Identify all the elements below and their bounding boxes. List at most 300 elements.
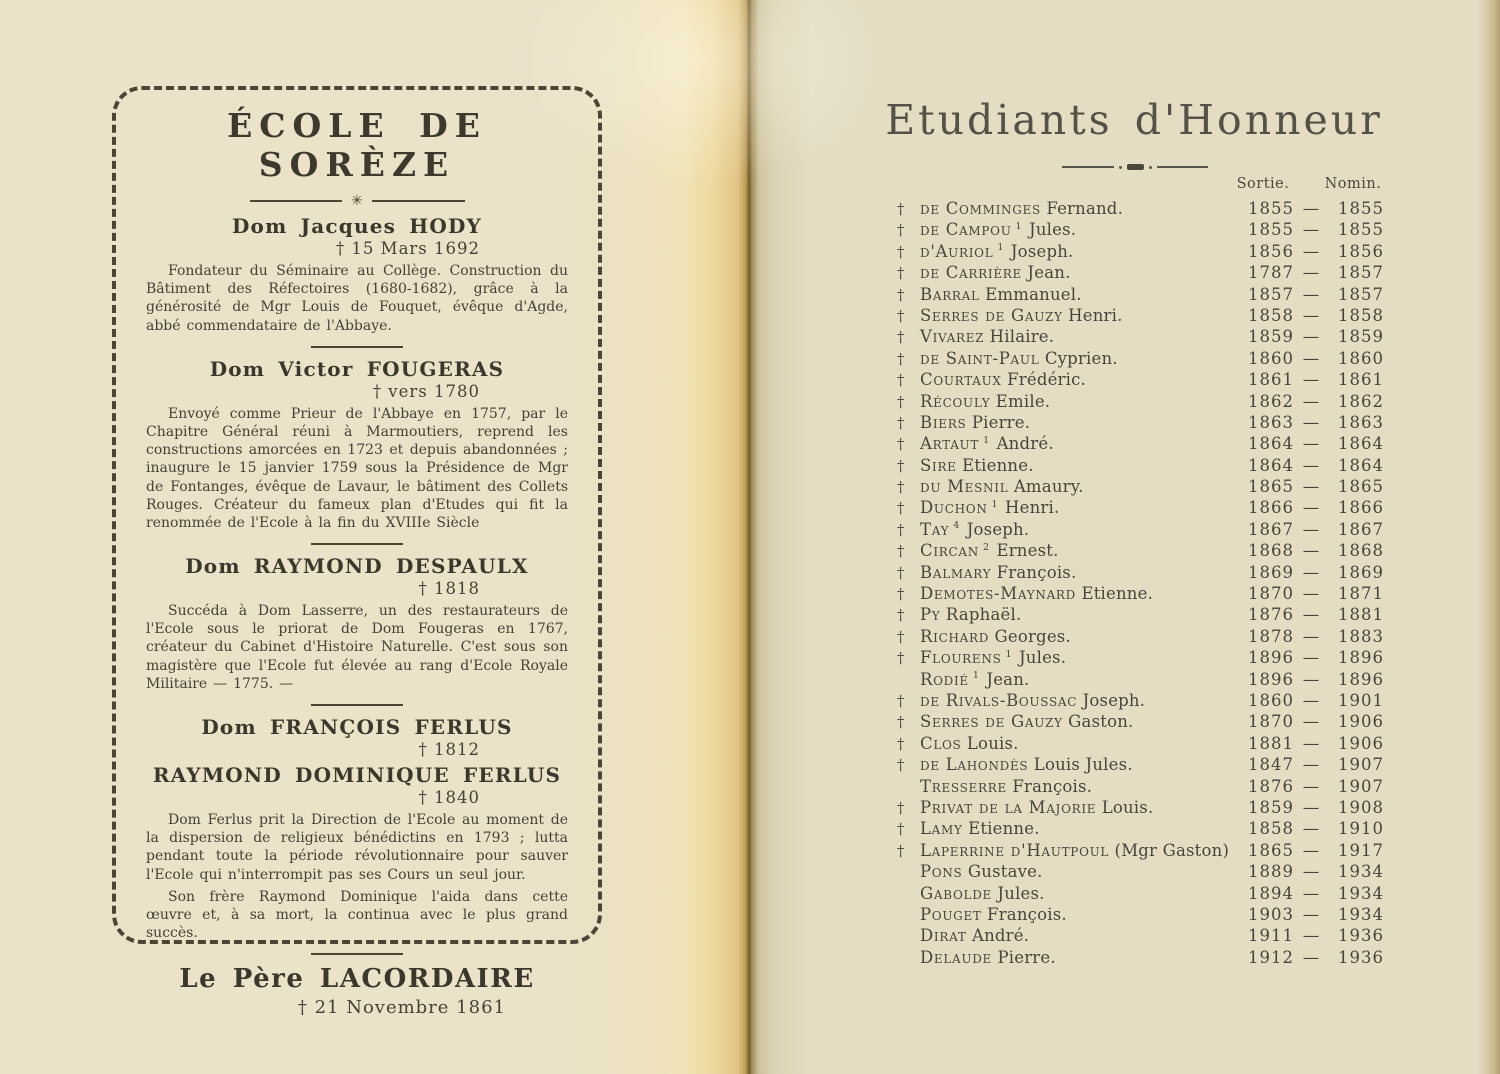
year-dash: — bbox=[1302, 733, 1320, 753]
list-item bbox=[897, 285, 1384, 306]
nomin-column-header: Nomin. bbox=[1324, 176, 1382, 192]
year-dash: — bbox=[1302, 199, 1320, 218]
list-item bbox=[897, 242, 1384, 263]
section-paragraph: Envoyé comme Prieur de l'Abbaye en 1757, par le Chapitre Général réuni à Marmoutiers, reprend les constructions amorcées en 1723 et depuis abandonnées ; inaugure le 15 janvier 1759 sous la Présidence de Mgr de Fontanges, évêque de Lavaur, le bâtiment des Collets Rouges. Créateur du fameux plan d'Etudes qui fit la renommée de l'Ecole à la fin du XVIIIe Siècle bbox=[146, 405, 568, 531]
death-date: † 1840 bbox=[418, 788, 480, 807]
sortie-year: 1889 bbox=[1248, 862, 1294, 882]
student-name bbox=[920, 263, 1238, 282]
list-item bbox=[897, 734, 1384, 755]
student-name bbox=[920, 327, 1238, 346]
given-name: Emile. bbox=[990, 391, 1051, 411]
sortie-year: 1911 bbox=[1248, 926, 1294, 946]
year-dash: — bbox=[1302, 947, 1320, 967]
given-name: Jules. bbox=[1013, 648, 1067, 668]
student-name bbox=[920, 370, 1238, 389]
given-name: Georges. bbox=[989, 626, 1071, 646]
sortie-year: 1859 bbox=[1248, 797, 1294, 817]
dagger-icon: † bbox=[897, 736, 905, 753]
given-name: André. bbox=[991, 434, 1054, 454]
list-item bbox=[897, 798, 1384, 819]
student-name bbox=[920, 755, 1238, 774]
given-name: Joseph. bbox=[1077, 690, 1146, 710]
surname: Laperrine d'Hautpoul bbox=[920, 840, 1110, 860]
nomin-year: 1910 bbox=[1338, 819, 1384, 839]
given-name: Joseph. bbox=[961, 519, 1030, 539]
surname: Lamy bbox=[920, 819, 963, 839]
nomin-year: 1859 bbox=[1338, 327, 1384, 347]
sortie-year: 1855 bbox=[1248, 220, 1294, 240]
surname: Dirat bbox=[920, 926, 967, 946]
left-sections bbox=[146, 214, 568, 1018]
list-item bbox=[897, 541, 1384, 562]
section-divider bbox=[311, 953, 403, 955]
given-name: Gustave. bbox=[962, 862, 1043, 882]
given-name: Etienne. bbox=[1076, 584, 1154, 604]
section-heading: Dom FRANÇOIS FERLUS bbox=[201, 715, 513, 739]
given-name: Pierre. bbox=[992, 947, 1056, 967]
surname: de Campou bbox=[920, 220, 1012, 240]
year-dash: — bbox=[1302, 648, 1320, 668]
sortie-year: 1856 bbox=[1248, 241, 1294, 261]
footnote-marker: 1 bbox=[997, 242, 1004, 254]
surname: Demotes-Maynard bbox=[920, 584, 1076, 604]
list-item bbox=[897, 670, 1384, 691]
given-name: Amaury. bbox=[1008, 477, 1084, 497]
student-name bbox=[920, 498, 1238, 517]
given-name: Louis. bbox=[1096, 797, 1154, 817]
given-name: Etienne. bbox=[956, 455, 1034, 475]
nomin-year: 1936 bbox=[1338, 947, 1384, 967]
list-item bbox=[897, 520, 1384, 541]
footnote-marker: 1 bbox=[1015, 220, 1022, 232]
sortie-year: 1862 bbox=[1248, 391, 1294, 411]
nomin-year: 1861 bbox=[1338, 370, 1384, 390]
sortie-year: 1878 bbox=[1248, 626, 1294, 646]
given-name: Jean. bbox=[980, 669, 1030, 689]
sortie-year: 1867 bbox=[1248, 519, 1294, 539]
nomin-year: 1883 bbox=[1338, 626, 1384, 646]
dagger-icon: † bbox=[897, 308, 905, 325]
student-name bbox=[920, 948, 1238, 967]
dagger-icon: † bbox=[897, 608, 905, 625]
dagger-icon: † bbox=[897, 244, 905, 261]
student-name bbox=[920, 862, 1238, 881]
header-gap bbox=[1294, 176, 1322, 192]
death-date: † 1818 bbox=[418, 579, 480, 599]
honor-list bbox=[897, 199, 1384, 969]
given-name: Louis. bbox=[961, 733, 1019, 753]
list-item bbox=[897, 456, 1384, 477]
given-name: Raphaël. bbox=[940, 605, 1022, 625]
student-name bbox=[920, 541, 1238, 560]
list-item bbox=[897, 627, 1384, 648]
student-name bbox=[920, 477, 1238, 496]
list-item bbox=[897, 648, 1384, 669]
sortie-year: 1864 bbox=[1248, 455, 1294, 475]
dagger-icon: † bbox=[897, 522, 905, 539]
nomin-year: 1856 bbox=[1338, 241, 1384, 261]
divider-dot bbox=[1149, 166, 1152, 169]
nomin-year: 1860 bbox=[1338, 348, 1384, 368]
sortie-column-header: Sortie. bbox=[1236, 176, 1290, 192]
given-name: Fernand. bbox=[1040, 199, 1124, 218]
student-name bbox=[920, 199, 1238, 218]
nomin-year: 1901 bbox=[1338, 690, 1384, 710]
dagger-icon: † bbox=[897, 394, 905, 411]
sortie-year: 1870 bbox=[1248, 712, 1294, 732]
year-dash: — bbox=[1302, 904, 1320, 924]
sortie-year: 1855 bbox=[1248, 199, 1294, 218]
sortie-year: 1896 bbox=[1248, 648, 1294, 668]
student-name bbox=[920, 734, 1238, 753]
surname: Sire bbox=[920, 455, 957, 475]
list-item bbox=[897, 819, 1384, 840]
given-name: François. bbox=[1006, 776, 1093, 796]
sortie-year: 1865 bbox=[1248, 477, 1294, 497]
surname: Récouly bbox=[920, 391, 991, 411]
dagger-icon: † bbox=[897, 651, 905, 668]
list-item bbox=[897, 841, 1384, 862]
list-item bbox=[897, 862, 1384, 883]
year-dash: — bbox=[1302, 391, 1320, 411]
surname: Balmary bbox=[920, 562, 992, 582]
surname: Vivarez bbox=[920, 327, 985, 347]
given-name: Hilaire. bbox=[984, 327, 1055, 347]
list-item bbox=[897, 755, 1384, 776]
sortie-year: 1861 bbox=[1248, 370, 1294, 390]
memorial-section bbox=[146, 554, 568, 693]
surname: Pons bbox=[920, 862, 963, 882]
nomin-year: 1866 bbox=[1338, 498, 1384, 518]
given-name: Joseph. bbox=[1005, 241, 1074, 261]
sortie-year: 1860 bbox=[1248, 348, 1294, 368]
star-ornament-icon: ✳ bbox=[351, 193, 363, 209]
divider-dot bbox=[1119, 166, 1122, 169]
sortie-year: 1860 bbox=[1248, 690, 1294, 710]
sortie-year: 1894 bbox=[1248, 883, 1294, 903]
section-divider bbox=[311, 543, 403, 545]
section-paragraph: Son frère Raymond Dominique l'aida dans cette œuvre et, à sa mort, la continua avec le plus grand succès. bbox=[146, 888, 568, 942]
list-item bbox=[897, 605, 1384, 626]
dagger-icon: † bbox=[897, 202, 905, 218]
nomin-year: 1855 bbox=[1338, 199, 1384, 218]
student-name bbox=[920, 905, 1238, 924]
list-item bbox=[897, 691, 1384, 712]
surname: de Comminges bbox=[920, 199, 1041, 218]
student-name bbox=[920, 220, 1238, 239]
surname: Privat de la Majorie bbox=[920, 797, 1097, 817]
sortie-year: 1859 bbox=[1248, 327, 1294, 347]
surname: de Saint-Paul bbox=[920, 348, 1040, 368]
nomin-year: 1896 bbox=[1338, 669, 1384, 689]
student-name bbox=[920, 242, 1238, 261]
section-heading: Dom RAYMOND DESPAULX bbox=[185, 554, 529, 579]
student-name bbox=[920, 841, 1238, 860]
title-divider bbox=[1062, 164, 1208, 170]
given-name: André. bbox=[966, 926, 1030, 946]
death-date: † 15 Mars 1692 bbox=[335, 239, 480, 258]
given-name: Ernest. bbox=[991, 541, 1059, 561]
sortie-year: 1870 bbox=[1248, 584, 1294, 604]
dagger-icon: † bbox=[897, 437, 905, 454]
sortie-year: 1881 bbox=[1248, 733, 1294, 753]
student-name bbox=[920, 819, 1238, 838]
student-name bbox=[920, 563, 1238, 582]
surname: Richard bbox=[920, 626, 990, 646]
death-date: † vers 1780 bbox=[372, 381, 480, 401]
dagger-icon: † bbox=[897, 587, 905, 604]
death-date: † 21 Novembre 1861 bbox=[297, 997, 506, 1019]
nomin-year: 1863 bbox=[1338, 412, 1384, 432]
student-name bbox=[920, 884, 1238, 903]
sortie-year: 1847 bbox=[1248, 755, 1294, 775]
dagger-icon: † bbox=[897, 693, 905, 710]
year-dash: — bbox=[1302, 883, 1320, 903]
column-headers bbox=[897, 176, 1384, 192]
divider-line bbox=[372, 200, 465, 202]
year-dash: — bbox=[1302, 327, 1320, 347]
list-item bbox=[897, 712, 1384, 733]
list-item bbox=[897, 306, 1384, 327]
list-item bbox=[897, 220, 1384, 241]
nomin-year: 1917 bbox=[1338, 840, 1384, 860]
dagger-icon: † bbox=[897, 565, 905, 582]
given-name: François. bbox=[981, 904, 1067, 924]
year-dash: — bbox=[1302, 541, 1320, 561]
sortie-year: 1864 bbox=[1248, 434, 1294, 454]
list-item bbox=[897, 434, 1384, 455]
given-name: (Mgr Gaston) bbox=[1109, 840, 1230, 860]
year-dash: — bbox=[1302, 220, 1320, 240]
given-name: François. bbox=[991, 562, 1077, 582]
year-dash: — bbox=[1302, 584, 1320, 604]
sortie-year: 1876 bbox=[1248, 776, 1294, 796]
section-heading: RAYMOND DOMINIQUE FERLUS bbox=[152, 763, 562, 787]
footnote-marker: 1 bbox=[972, 670, 979, 682]
section-divider bbox=[311, 346, 403, 348]
section-heading: Dom Victor FOUGERAS bbox=[209, 356, 505, 381]
surname: Tay bbox=[920, 519, 950, 539]
list-item bbox=[897, 905, 1384, 926]
surname: Serres de Gauzy bbox=[920, 712, 1063, 732]
student-name bbox=[920, 434, 1238, 453]
given-name: Jules. bbox=[1023, 220, 1077, 240]
list-item bbox=[897, 563, 1384, 584]
nomin-year: 1896 bbox=[1338, 648, 1384, 668]
surname: Courtaux bbox=[920, 370, 1002, 390]
list-item bbox=[897, 498, 1384, 519]
nomin-year: 1871 bbox=[1338, 584, 1384, 604]
divider-line bbox=[250, 200, 343, 202]
nomin-year: 1862 bbox=[1338, 391, 1384, 411]
section-paragraph: Fondateur du Séminaire au Collège. Construction du Bâtiment des Réfectoires (1680-1682), grâce à la générosité de Mgr Louis de Fouquet, évêque d'Agde, abbé commendataire de l'Abbaye. bbox=[146, 263, 568, 334]
year-dash: — bbox=[1302, 241, 1320, 261]
list-item bbox=[897, 948, 1384, 969]
nomin-year: 1907 bbox=[1338, 776, 1384, 796]
student-name bbox=[920, 413, 1238, 432]
nomin-year: 1858 bbox=[1338, 305, 1384, 325]
surname: Pouget bbox=[920, 904, 982, 924]
nomin-year: 1864 bbox=[1338, 434, 1384, 454]
footnote-marker: 1 bbox=[1005, 648, 1012, 660]
divider-line bbox=[1062, 166, 1114, 168]
section-heading: Dom Jacques HODY bbox=[231, 214, 483, 238]
dagger-icon: † bbox=[897, 800, 905, 817]
student-name bbox=[920, 584, 1238, 603]
memorial-section bbox=[146, 357, 568, 532]
nomin-year: 1857 bbox=[1338, 284, 1384, 304]
nomin-year: 1865 bbox=[1338, 477, 1384, 497]
memorial-section bbox=[146, 715, 568, 942]
surname: Circan bbox=[920, 541, 979, 561]
surname: Py bbox=[920, 605, 941, 625]
dagger-icon: † bbox=[897, 351, 905, 368]
year-dash: — bbox=[1302, 776, 1320, 796]
student-name bbox=[920, 926, 1238, 945]
footnote-marker: 1 bbox=[991, 498, 998, 510]
list-item bbox=[897, 477, 1384, 498]
surname: Duchon bbox=[920, 498, 988, 518]
title-divider bbox=[250, 194, 465, 208]
dagger-icon: † bbox=[897, 266, 905, 283]
surname: de Carrière bbox=[920, 263, 1022, 283]
student-name bbox=[920, 306, 1238, 325]
surname: Clos bbox=[920, 733, 962, 753]
year-dash: — bbox=[1302, 498, 1320, 518]
list-item bbox=[897, 327, 1384, 348]
given-name: Pierre. bbox=[966, 412, 1031, 432]
student-name bbox=[920, 349, 1238, 368]
sortie-year: 1912 bbox=[1248, 947, 1294, 967]
nomin-year: 1934 bbox=[1338, 862, 1384, 882]
dagger-icon: † bbox=[897, 544, 905, 561]
given-name: Jean. bbox=[1021, 263, 1071, 283]
list-item bbox=[897, 392, 1384, 413]
student-name bbox=[920, 285, 1238, 304]
year-dash: — bbox=[1302, 455, 1320, 475]
given-name: Louis Jules. bbox=[1028, 755, 1133, 775]
dagger-icon: † bbox=[897, 822, 905, 839]
surname: Flourens bbox=[920, 648, 1002, 668]
surname: Biers bbox=[920, 412, 967, 432]
page-title: Etudiants d'Honneur bbox=[885, 96, 1383, 144]
dagger-icon: † bbox=[897, 458, 905, 475]
surname: Rodié bbox=[920, 669, 969, 689]
year-dash: — bbox=[1302, 819, 1320, 839]
nomin-year: 1857 bbox=[1338, 263, 1384, 283]
given-name: Gaston. bbox=[1062, 712, 1134, 732]
dagger-icon: † bbox=[897, 629, 905, 646]
dagger-icon: † bbox=[897, 287, 905, 304]
year-dash: — bbox=[1302, 477, 1320, 497]
death-date: † 1812 bbox=[418, 740, 480, 759]
nomin-year: 1864 bbox=[1338, 455, 1384, 475]
footnote-marker: 1 bbox=[983, 434, 990, 446]
given-name: Frédéric. bbox=[1001, 370, 1086, 390]
given-name: Jules. bbox=[991, 883, 1045, 903]
list-item bbox=[897, 584, 1384, 605]
student-name bbox=[920, 670, 1238, 689]
year-dash: — bbox=[1302, 797, 1320, 817]
given-name: Etienne. bbox=[962, 819, 1040, 839]
year-dash: — bbox=[1302, 263, 1320, 283]
student-name bbox=[920, 712, 1238, 731]
surname: Barral bbox=[920, 284, 980, 304]
dagger-icon: † bbox=[897, 373, 905, 390]
student-name bbox=[920, 627, 1238, 646]
student-name bbox=[920, 605, 1238, 624]
dagger-icon: † bbox=[897, 480, 905, 497]
year-dash: — bbox=[1302, 669, 1320, 689]
footnote-marker: 4 bbox=[953, 520, 960, 532]
list-item bbox=[897, 263, 1384, 284]
year-dash: — bbox=[1302, 562, 1320, 582]
student-name bbox=[920, 520, 1238, 539]
nomin-year: 1934 bbox=[1338, 883, 1384, 903]
student-name bbox=[920, 648, 1238, 667]
year-dash: — bbox=[1302, 712, 1320, 732]
section-paragraph: Dom Ferlus prit la Direction de l'Ecole au moment de la dispersion de religieux bénédictins en 1793 ; lutta pendant toute la période révolutionnaire pour sauver l'Ecole qui n'interrompit pas ses Cours un seul jour. bbox=[146, 812, 568, 883]
sortie-year: 1903 bbox=[1248, 904, 1294, 924]
surname: Artaut bbox=[920, 434, 980, 454]
sortie-year: 1865 bbox=[1248, 840, 1294, 860]
nomin-year: 1868 bbox=[1338, 541, 1384, 561]
sortie-year: 1858 bbox=[1248, 819, 1294, 839]
section-divider bbox=[311, 704, 403, 706]
divider-ornament bbox=[1127, 164, 1144, 170]
dagger-icon: † bbox=[897, 415, 905, 432]
list-item bbox=[897, 884, 1384, 905]
sortie-year: 1863 bbox=[1248, 412, 1294, 432]
student-name bbox=[920, 392, 1238, 411]
nomin-year: 1934 bbox=[1338, 904, 1384, 924]
surname: Delaude bbox=[920, 947, 993, 967]
surname: de Lahondès bbox=[920, 755, 1029, 775]
memorial-section bbox=[146, 964, 568, 1018]
year-dash: — bbox=[1302, 605, 1320, 625]
dagger-icon: † bbox=[897, 715, 905, 732]
sortie-year: 1787 bbox=[1248, 263, 1294, 283]
footnote-marker: 2 bbox=[982, 541, 989, 553]
year-dash: — bbox=[1302, 840, 1320, 860]
year-dash: — bbox=[1302, 370, 1320, 390]
student-name bbox=[920, 691, 1238, 710]
sortie-year: 1857 bbox=[1248, 284, 1294, 304]
year-dash: — bbox=[1302, 434, 1320, 454]
surname: d'Auriol bbox=[920, 241, 994, 261]
sortie-year: 1896 bbox=[1248, 669, 1294, 689]
sortie-year: 1876 bbox=[1248, 605, 1294, 625]
honor-list-container bbox=[897, 176, 1384, 969]
sortie-year: 1868 bbox=[1248, 541, 1294, 561]
section-heading: Le Père LACORDAIRE bbox=[179, 964, 535, 995]
surname: du Mesnil bbox=[920, 477, 1009, 497]
list-item bbox=[897, 370, 1384, 391]
student-name bbox=[920, 456, 1238, 475]
sortie-year: 1858 bbox=[1248, 305, 1294, 325]
year-dash: — bbox=[1302, 862, 1320, 882]
sortie-year: 1866 bbox=[1248, 498, 1294, 518]
dagger-icon: † bbox=[897, 758, 905, 775]
student-name bbox=[920, 777, 1238, 796]
year-dash: — bbox=[1302, 348, 1320, 368]
given-name: Henri. bbox=[999, 498, 1060, 518]
nomin-year: 1869 bbox=[1338, 562, 1384, 582]
memorial-section bbox=[146, 214, 568, 335]
year-dash: — bbox=[1302, 519, 1320, 539]
year-dash: — bbox=[1302, 305, 1320, 325]
given-name: Emmanuel. bbox=[979, 284, 1082, 304]
